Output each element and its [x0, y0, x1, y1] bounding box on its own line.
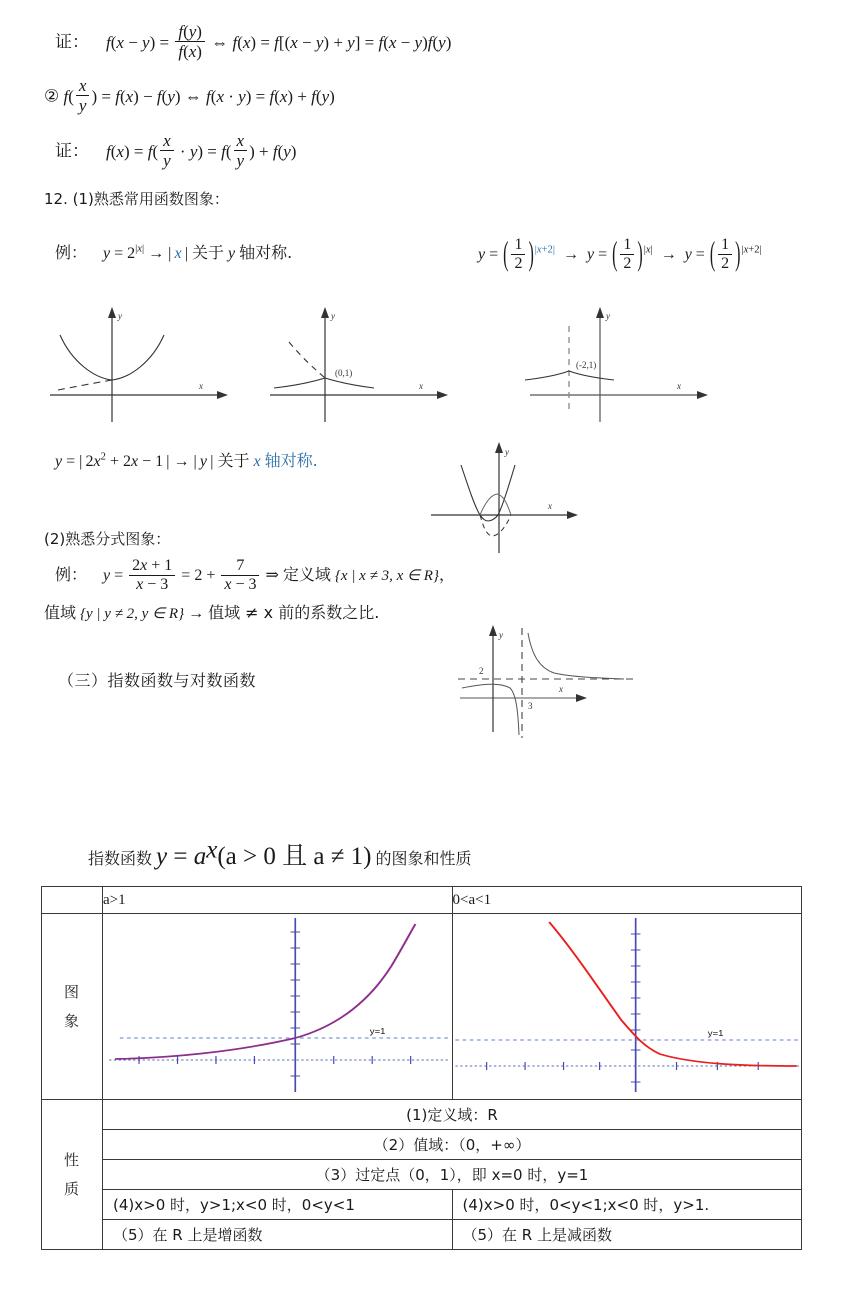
formula-2: f( $\frac{x}{y}$ ) = f(x) − f(y) ⇔ f(x · y) = f(x) + f(y)	[63, 76, 335, 116]
example-2-axis: x	[253, 453, 261, 470]
proof-line-2	[55, 131, 296, 170]
fig2-x-label: x	[419, 381, 423, 391]
example-2-text-a: 关于	[217, 451, 250, 470]
fig3-y-label: y	[606, 311, 610, 321]
fig2-point-label: (0,1)	[335, 368, 353, 378]
example-3-range-label: 值域	[44, 603, 77, 622]
table-title-exponent: x	[206, 836, 218, 864]
row-label-graph: 图 象	[42, 914, 103, 1100]
table-header-row	[42, 887, 802, 914]
fig1-x-label: x	[199, 381, 203, 391]
example-1-axis: y	[228, 245, 236, 262]
figure-abs-exponential-1	[42, 300, 242, 430]
property-fixed-point: （3）过定点（0，1），即 x=0 时，y=1	[103, 1160, 802, 1190]
example-2-text-b: 轴对称.	[264, 451, 318, 470]
figure-abs-parabola	[425, 437, 625, 562]
example-1-formula: $y = 2^{|x|}$ → | x |	[103, 243, 189, 262]
example-1-right-chain: y = ( $\frac{1}{2}$ )$^{|x+2|}$ → y = ( $\frac{1}{2}$ )$^{|x|}$ → y = ( $\frac{1}{2}$ )$^{|x+2|}$	[478, 236, 762, 273]
figure-abs-exponential-2	[262, 300, 462, 430]
example-3-label: 例：	[55, 565, 88, 585]
item-2-line	[44, 76, 335, 115]
graph-cell-increasing	[103, 914, 453, 1100]
table-title: 指数函数 y = ax(a > 0 且 a ≠ 1) 的图象和性质	[88, 836, 472, 870]
example-1-line	[55, 240, 292, 263]
formula-3: f(x) = f( $\frac{x}{y}$ · y) = f( $\frac{x}{y}$ ) + f(y)	[106, 131, 297, 171]
table-prop-row-3	[42, 1160, 802, 1190]
item-2-label: ②	[44, 86, 60, 107]
header-cell-a-between: 0<a<1	[452, 887, 802, 914]
section-3-heading: （三）指数函数与对数函数	[58, 671, 257, 690]
table-prop-row-1	[42, 1100, 802, 1130]
chain-term-3: y = ( $\frac{1}{2}$ )$^{|x+2|}$	[684, 236, 762, 273]
fig5-x-label: x	[559, 684, 563, 694]
proof-label-1: 证：	[55, 32, 89, 53]
example-3-range-line: 值域 {y | y ≠ 2, y ∈ R} → 值域 ≠ x 前的系数之比.	[44, 603, 380, 622]
fig5-y-label: y	[499, 630, 503, 640]
example-1-text-b: 轴对称.	[239, 243, 293, 262]
table-title-formula: y	[156, 843, 168, 870]
figure-hyperbola	[448, 620, 648, 745]
left-graph-asymptote-label: y=1	[369, 1026, 386, 1036]
header-cell-a-gt-1: a>1	[103, 887, 453, 914]
example-3-range-note: 值域 ≠ x 前的系数之比.	[208, 603, 380, 622]
right-graph-asymptote-label: y=1	[707, 1028, 724, 1038]
example-3-comma: ，	[438, 565, 455, 585]
property-range: （2）值域：（0，+∞）	[103, 1130, 802, 1160]
header-corner-cell	[42, 887, 103, 914]
chain-term-2: y = ( $\frac{1}{2}$ )$^{|x|}$	[586, 236, 653, 273]
property-monotonic-col2: （5）在 R 上是减函数	[452, 1220, 802, 1250]
exponential-properties-table	[41, 886, 802, 1250]
example-2-formula: y = | $2x^2 + 2x - 1$ | → | y |	[55, 451, 214, 470]
figure-abs-exponential-3	[522, 300, 722, 430]
fig4-x-label: x	[548, 501, 552, 511]
table-graph-row	[42, 914, 802, 1100]
example-3-domain-label: 定义域	[282, 565, 331, 585]
table-prop-row-4	[42, 1190, 802, 1220]
table-title-prefix: 指数函数	[88, 849, 153, 868]
fig2-y-label: y	[331, 311, 335, 321]
example-1-label: 例：	[55, 243, 88, 262]
fig3-point-label: (-2,1)	[576, 360, 597, 370]
table-prop-row-2	[42, 1130, 802, 1160]
example-1-text-a: 关于	[192, 243, 225, 262]
example-3-range-set: {y | y ≠ 2, y ∈ R}	[80, 606, 185, 622]
formula-1: f(x − y) = $\frac{f(y)}{f(x)}$ ⇔ f(x) = f[(x − y) + y] = f(x − y)f(y)	[106, 22, 452, 62]
row-label-properties: 性 质	[42, 1100, 103, 1250]
property-domain: (1)定义域：R	[103, 1100, 802, 1130]
item-13-heading: (2)熟悉分式图象：	[44, 530, 171, 548]
example-3-domain-set: {x | x ≠ 3, x ∈ R}	[334, 568, 439, 585]
fig3-x-label: x	[677, 381, 681, 391]
item-12-heading: 12. (1)熟悉常用函数图象：	[44, 190, 229, 208]
graph-cell-decreasing	[452, 914, 802, 1100]
example-3-formula: y = $\frac{2x + 1}{x - 3}$ = 2 + $\frac{7}{x - 3}$ ⇒	[103, 557, 279, 593]
fig5-y-asymptote-label: 2	[479, 666, 484, 676]
property-sign-col1: (4)x>0 时，y>1;x<0 时，0<y<1	[103, 1190, 453, 1220]
table-title-condition: (a > 0 且 a ≠ 1)	[217, 843, 372, 870]
example-3-line	[55, 557, 455, 594]
example-2-line	[55, 448, 318, 471]
chain-term-1: y = ( $\frac{1}{2}$ )$^{|x+2|}$	[478, 236, 555, 273]
proof-label-2: 证：	[55, 141, 89, 162]
fig1-y-label: y	[118, 311, 122, 321]
table-title-suffix: 的图象和性质	[375, 849, 472, 868]
table-prop-row-5	[42, 1220, 802, 1250]
fig4-y-label: y	[505, 447, 509, 457]
property-sign-col2: (4)x>0 时，0<y<1;x<0 时，y>1.	[452, 1190, 802, 1220]
property-monotonic-col1: （5）在 R 上是增函数	[103, 1220, 453, 1250]
fig5-x-asymptote-label: 3	[528, 701, 533, 711]
proof-line-1	[55, 22, 451, 61]
